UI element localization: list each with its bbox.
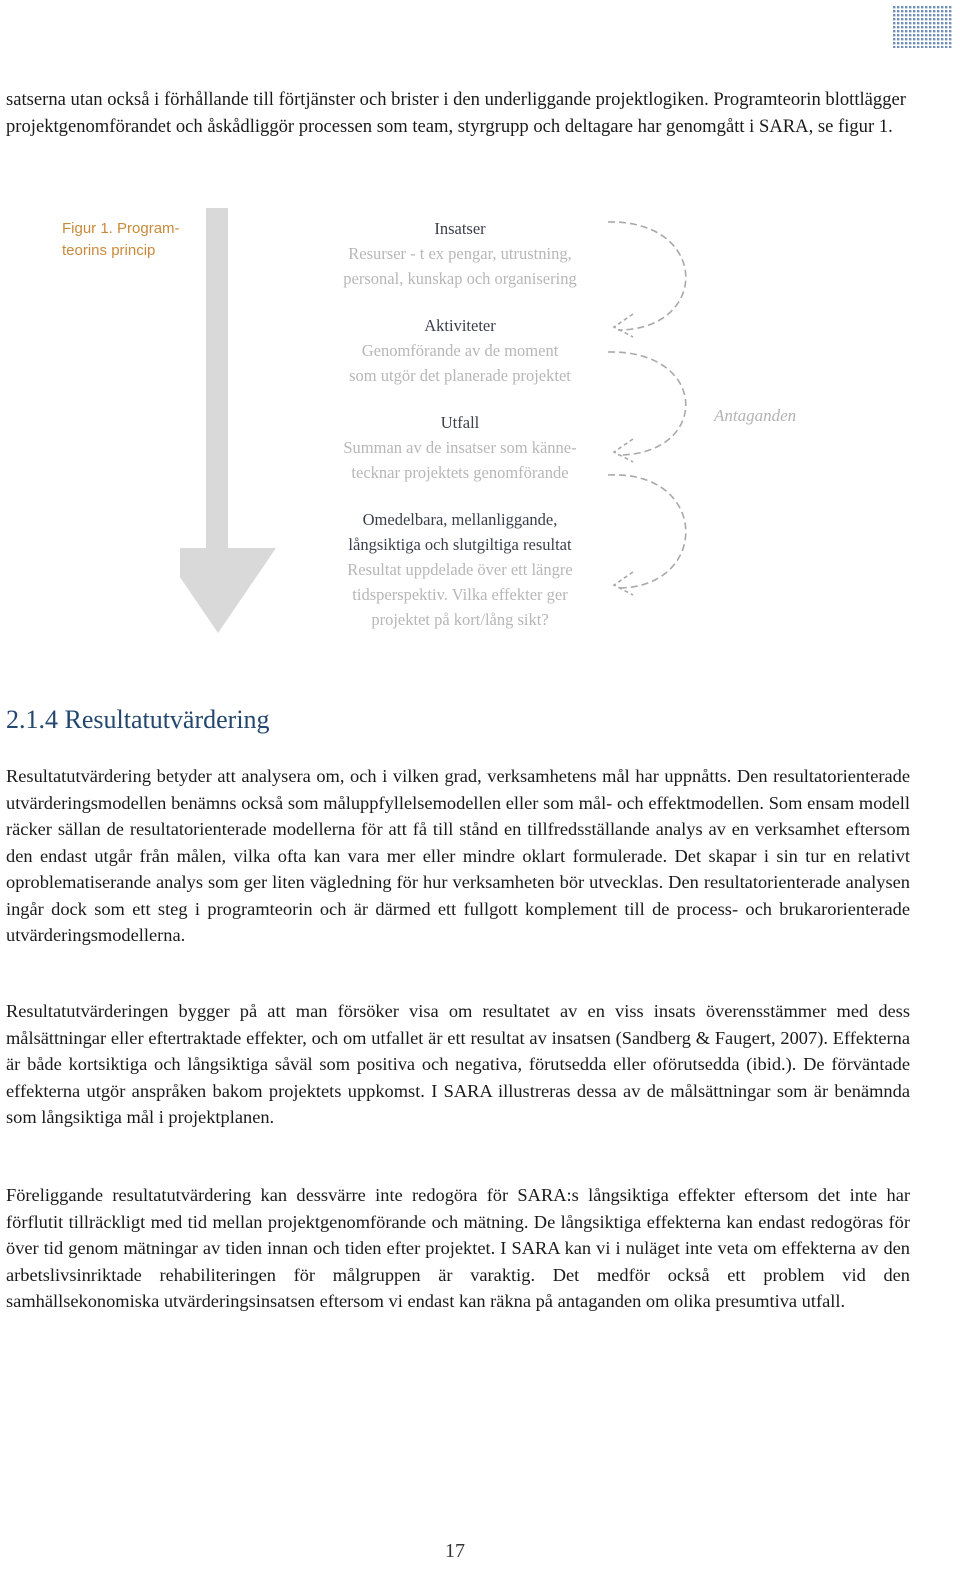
stage-desc-line: som utgör det planerade projektet xyxy=(349,366,571,385)
stage-desc-line: tecknar projektets genomförande xyxy=(351,463,569,482)
stage-insatser xyxy=(305,216,615,291)
figure-caption-line-1: Figur 1. Program- xyxy=(62,220,180,237)
page-number: 17 xyxy=(445,1540,465,1562)
stage-desc-line: Resurser - t ex pengar, utrustning, xyxy=(348,244,572,263)
stage-title-line: långsiktiga och slutgiltiga resultat xyxy=(348,535,572,554)
figure-caption-line-2: teorins princip xyxy=(62,242,156,259)
assumptions-label: Antaganden xyxy=(714,406,797,425)
corner-logo-icon xyxy=(893,6,953,48)
assumption-curves xyxy=(600,210,700,620)
stage-title-line: Omedelbara, mellanliggande, xyxy=(362,510,558,529)
stage-aktiviteter xyxy=(305,313,615,388)
stage-title: Aktiviteter xyxy=(424,316,496,335)
body-paragraph-2: Resultatutvärderingen bygger på att man försöker visa om resultatet av en viss insats överensstämmer med dess målsättningar eller eftertraktade effekter, och om utfallet är ett resultat av insatsen (Sandberg & Faugert, 2007). Effekterna är både kortsiktiga och långsiktiga såväl som positiva och negativa, förutsedda eller oförutsedda (ibid.). De förväntade effekterna utgör anspråken bakom projektets uppkomst. I SARA illustreras dessa av de målsättningar som är benämnda som långsiktiga mål i projektplanen. xyxy=(6,1001,910,1127)
stage-desc-line: projektet på kort/lång sikt? xyxy=(371,610,549,629)
body-paragraph-1: Resultatutvärdering betyder att analysera om, och i vilken grad, verksamhetens mål har uppnåtts. Den resultatorienterade utvärderingsmodellen benämns också som måluppfyllelsemodellen eller som mål- och effektmodellen. Som ensam modell räcker sällan de resultatorienterade modellerna för att få till stånd en tillfredsställande analys av en verksamhet eftersom den endast utgår från målen, vilka ofta kan vara mer eller mindre oklart formulerade. Det skapar i sin tur en relativt oproblematiserande analys som ger liten vägledning för hur verksamheten bör utvecklas. Den resultatorienterade analysen ingår dock som ett steg i programteorin och är därmed ett fullgott komplement till de process- och brukarorienterade utvärderingsmodellerna. xyxy=(6,766,910,945)
stage-title: Insatser xyxy=(434,219,486,238)
stage-desc-line: tidsperspektiv. Vilka effekter ger xyxy=(352,585,568,604)
intro-paragraph: satserna utan också i förhållande till förtjänster och brister i den underliggande projektlogiken. Programteorin blottlägger projektgenomförandet och åskådliggör processen som team, styrgrupp och deltagare har genomgått i SARA, se figur 1. xyxy=(6,89,906,137)
stage-title: Utfall xyxy=(440,413,480,432)
down-arrow-icon xyxy=(180,208,280,638)
stage-desc-line: Genomförande av de moment xyxy=(361,341,559,360)
body-paragraph-3: Föreliggande resultatutvärdering kan dessvärre inte redogöra för SARA:s långsiktiga effekter eftersom det inte har förflutit tillräckligt med tid mellan projektgenomförande och mätning. De långsiktiga effekterna kan endast redogöras för över tid genom mätningar av tiden innan och tiden efter projektet. I SARA kan vi i nuläget inte veta om effekterna av den arbetslivsinriktade rehabiliteringen för målgruppen är varaktig. Det medför också ett problem vid den samhällsekonomiska utvärderingsinsatsen eftersom vi endast kan räkna på antaganden om olika presumtiva utfall. xyxy=(6,1185,910,1311)
stage-resultat xyxy=(305,507,615,632)
section-heading: 2.1.4 Resultatutvärdering xyxy=(6,705,270,734)
stage-desc-line: personal, kunskap och organisering xyxy=(343,269,577,288)
stage-utfall xyxy=(305,410,615,485)
stage-desc-line: Resultat uppdelade över ett längre xyxy=(347,560,573,579)
stage-desc-line: Summan av de insatser som känne- xyxy=(343,438,577,457)
